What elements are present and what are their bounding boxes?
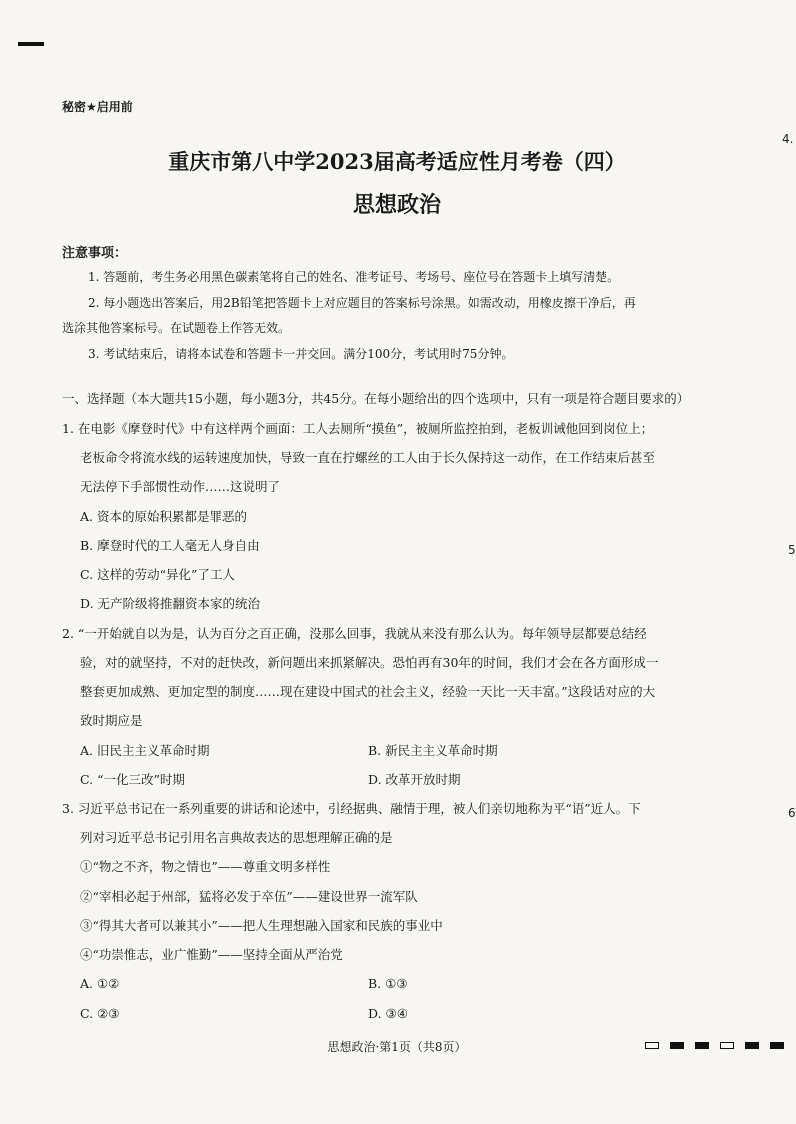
margin-mark: 5 [788,543,796,557]
question-line: 3. 习近平总书记在一系列重要的讲话和论述中，引经据典、融情于理，被人们亲切地称为平“语”近人。下 [62,801,641,816]
answer-option: A. ①② [80,976,120,991]
registration-mark [720,1042,734,1049]
question-line: 致时期应是 [80,713,143,728]
margin-mark: 6 [788,806,796,820]
answer-option: D. 改革开放时期 [368,772,461,787]
question-line: 老板命令将流水线的运转速度加快，导致一直在拧螺丝的工人由于长久保持这一动作，在工作结束后甚至 [80,450,656,465]
notice-item: 2. 每小题选出答案后，用2B铅笔把答题卡上对应题目的答案标号涂黑。如需改动，用橡皮擦干净后，再 [88,296,636,310]
question-line: 列对习近平总书记引用名言典故表达的思想理解正确的是 [80,830,393,845]
answer-option: B. ①③ [368,976,408,991]
scan-registration-marks [645,1042,784,1049]
answer-option: C. 这样的劳动“异化”了工人 [80,567,235,582]
scan-edge-mark [18,42,44,46]
secret-label: 秘密★启用前 [62,100,133,114]
exam-subject: 思想政治 [352,192,441,218]
registration-mark [645,1042,659,1049]
notice-heading: 注意事项： [62,246,128,261]
page-footer: 思想政治·第1页（共8页） [327,1040,467,1054]
question-line: 验，对的就坚持，不对的赶快改，新问题出来抓紧解决。恐怕再有30年的时间，我们才会在各方面形成一 [80,655,659,670]
notice-item: 选涂其他答案标号。在试题卷上作答无效。 [62,321,291,335]
answer-option: A. 资本的原始积累都是罪恶的 [80,509,247,524]
question-line: 2. “一开始就自以为是，认为百分之百正确，没那么回事，我就从来没有那么认为。每年领导层都要总结经 [62,626,647,641]
exam-title: 重庆市第八中学2023届高考适应性月考卷（四） [168,149,626,174]
answer-option: D. ③④ [368,1006,408,1021]
statement-item: ③“得其大者可以兼其小”——把人生理想融入国家和民族的事业中 [80,918,443,933]
registration-mark [745,1042,759,1049]
answer-option: C. “一化三改”时期 [80,772,185,787]
answer-option: B. 摩登时代的工人毫无人身自由 [80,538,260,553]
answer-option: D. 无产阶级将推翻资本家的统治 [80,596,261,611]
statement-item: ②“宰相必起于州部，猛将必发于卒伍”——建设世界一流军队 [80,889,418,904]
answer-option: C. ②③ [80,1006,120,1021]
answer-option: B. 新民主主义革命时期 [368,743,498,758]
registration-mark [670,1042,684,1049]
registration-mark [770,1042,784,1049]
question-line: 整套更加成熟、更加定型的制度……现在建设中国式的社会主义，经验一天比一天丰富。”这段话对应的大 [80,684,656,699]
question-line: 无法停下手部惯性动作……这说明了 [80,479,281,494]
notice-item: 1. 答题前，考生务必用黑色碳素笔将自己的姓名、准考证号、考场号、座位号在答题卡上填写清楚。 [88,270,620,284]
statement-item: ①“物之不齐，物之情也”——尊重文明多样性 [80,859,331,874]
answer-option: A. 旧民主主义革命时期 [80,743,210,758]
statement-item: ④“功崇惟志，业广惟勤”——坚持全面从严治党 [80,947,343,962]
question-line: 1. 在电影《摩登时代》中有这样两个画面：工人去厕所“摸鱼”，被厕所监控拍到，老板训诫他回到岗位上； [62,421,654,436]
notice-item: 3. 考试结束后，请将本试卷和答题卡一并交回。满分100分，考试用时75分钟。 [88,347,514,361]
margin-mark: 4. [782,132,794,146]
section-heading: 一、选择题（本大题共15小题，每小题3分，共45分。在每小题给出的四个选项中，只有一项是符合题目要求的） [62,391,690,406]
registration-mark [695,1042,709,1049]
